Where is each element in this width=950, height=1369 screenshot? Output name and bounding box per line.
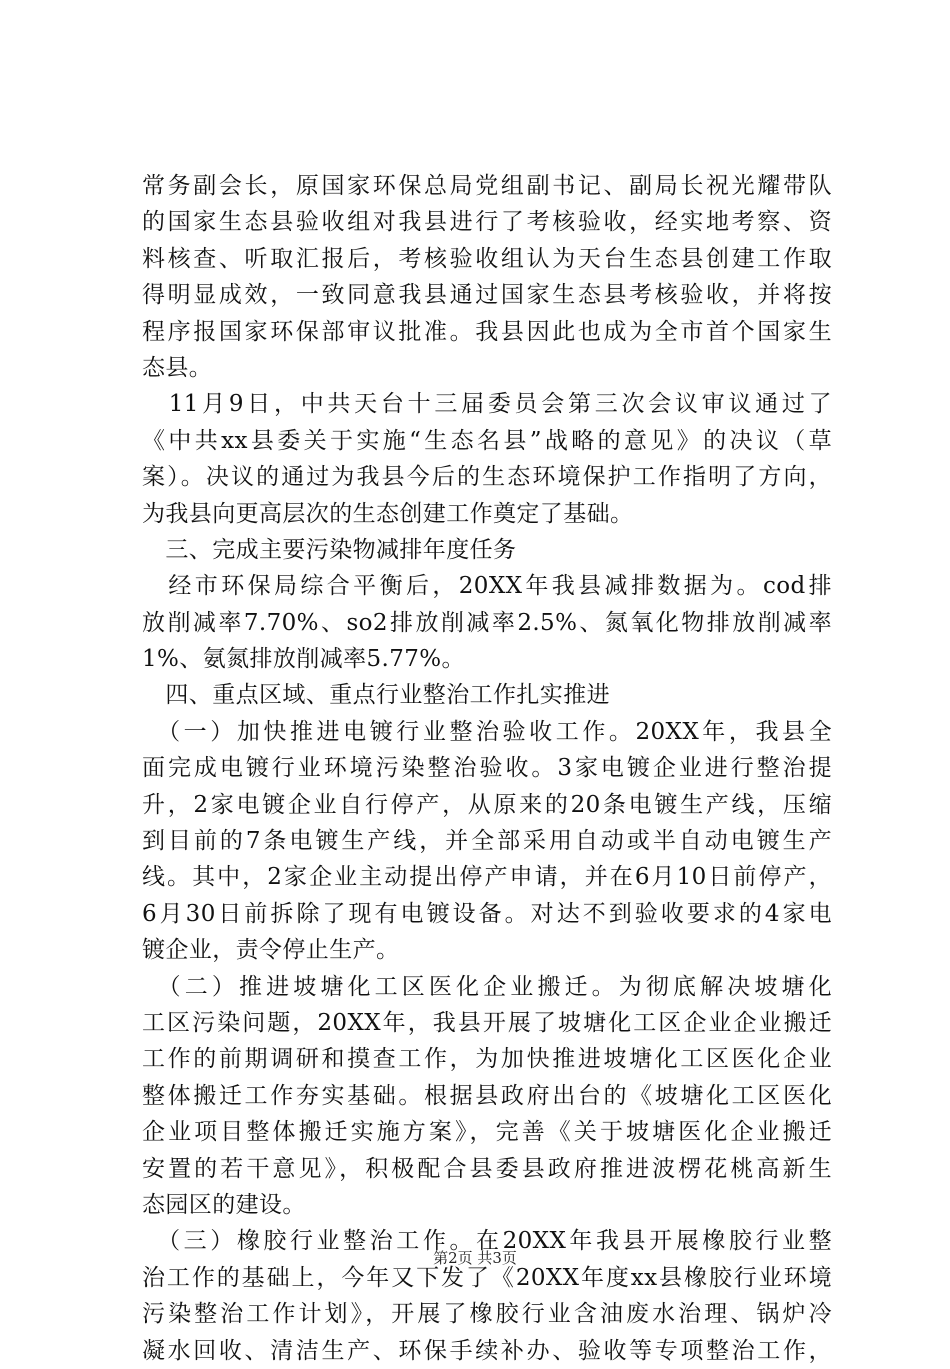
text-line: 的国家生态县验收组对我县进行了考核验收，经实地考察、资 xyxy=(142,209,832,236)
text-line: 6月30日前拆除了现有电镀设备。对达不到验收要求的4家电 xyxy=(142,900,832,927)
text-line: 镀企业，责令停止生产。 xyxy=(142,937,400,964)
text-line: 治工作的基础上，今年又下发了《20XX年度xx县橡胶行业环境 xyxy=(142,1264,832,1291)
page-number: 第2页 共3页 xyxy=(433,1249,517,1267)
text-line: 经市环保局综合平衡后，20XX年我县减排数据为。cod排 xyxy=(142,573,832,600)
text-line: 整体搬迁工作夯实基础。根据县政府出台的《坡塘化工区医化 xyxy=(142,1082,832,1109)
text-line: 料核查、听取汇报后，考核验收组认为天台生态县创建工作取 xyxy=(142,245,832,272)
body-text xyxy=(142,168,832,1369)
text-line: 常务副会长，原国家环保总局党组副书记、副局长祝光耀带队 xyxy=(142,173,832,199)
text-line: 放削减率7.70%、so2排放削减率2.5%、氮氧化物排放削减率 xyxy=(142,609,832,636)
text-line: 企业项目整体搬迁实施方案》，完善《关于坡塘医化企业搬迁 xyxy=(142,1119,832,1146)
text-line: 1%、氨氮排放削减率5.77%。 xyxy=(142,646,465,673)
text-line: 凝水回收、清洁生产、环保手续补办、验收等专项整治工作， xyxy=(142,1337,832,1364)
text-line: 得明显成效，一致同意我县通过国家生态县考核验收，并将按 xyxy=(142,282,832,309)
text-line: 11月9日，中共天台十三届委员会第三次会议审议通过了 xyxy=(142,391,832,418)
text-line: 为我县向更高层次的生态创建工作奠定了基础。 xyxy=(142,500,634,527)
text-line: 程序报国家环保部审议批准。我县因此也成为全市首个国家生 xyxy=(142,318,832,345)
text-line: 三、完成主要污染物减排年度任务 xyxy=(142,536,517,563)
text-line: 到目前的7条电镀生产线，并全部采用自动或半自动电镀生产 xyxy=(142,828,832,855)
text-line: 工作的前期调研和摸查工作，为加快推进坡塘化工区医化企业 xyxy=(142,1046,832,1073)
text-line: 四、重点区域、重点行业整治工作扎实推进 xyxy=(142,682,610,709)
text-line: 线。其中，2家企业主动提出停产申请，并在6月10日前停产， xyxy=(142,864,832,891)
text-line: （三）橡胶行业整治工作。在20XX年我县开展橡胶行业整 xyxy=(142,1228,832,1255)
text-line: 升，2家电镀企业自行停产，从原来的20条电镀生产线，压缩 xyxy=(142,791,832,818)
text-line: 态园区的建设。 xyxy=(142,1191,306,1218)
text-line: 案）。决议的通过为我县今后的生态环境保护工作指明了方向， xyxy=(142,464,832,491)
text-line: 态县。 xyxy=(142,354,213,381)
text-line: （一）加快推进电镀行业整治验收工作。20XX年，我县全 xyxy=(142,718,832,745)
text-line: 工区污染问题，20XX年，我县开展了坡塘化工区企业企业搬迁 xyxy=(142,1009,832,1036)
text-line: （二）推进坡塘化工区医化企业搬迁。为彻底解决坡塘化 xyxy=(142,973,832,1000)
text-line: 污染整治工作计划》，开展了橡胶行业含油废水治理、锅炉冷 xyxy=(142,1301,832,1328)
text-line: 安置的若干意见》，积极配合县委县政府推进波楞花桃高新生 xyxy=(142,1155,832,1182)
page-footer xyxy=(0,1247,950,1268)
text-line: 面完成电镀行业环境污染整治验收。3家电镀企业进行整治提 xyxy=(142,755,832,782)
text-line: 《中共xx县委关于实施“生态名县”战略的意见》的决议（草 xyxy=(142,427,832,454)
